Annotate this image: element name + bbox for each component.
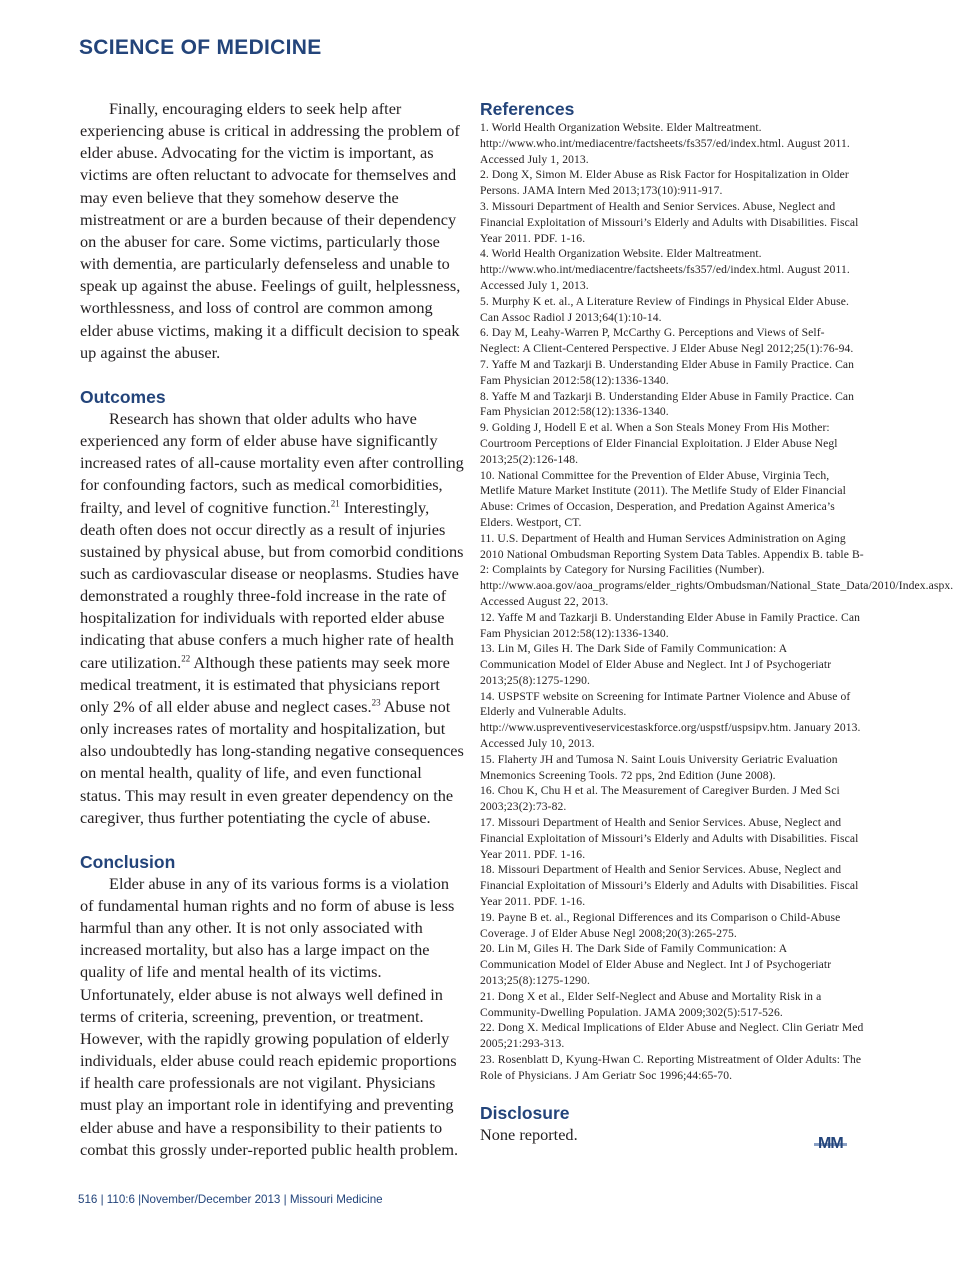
outcomes-text-4: Abuse not only increases rates of mortality and hospitalization, but also undoubtedly has long-standing negative consequences on mental health, quality of life, and even functional status. This may result in even greater dependency on the caregiver, thus further potentiating the cycle of abuse. [80,696,464,827]
reference-item: 20. Lin M, Giles H. The Dark Side of Family Communication: A Communication Model of Elder Abuse and Neglect. Int J of Psychogeriatr 2013;25(8):1275-1290. [480,942,832,988]
reference-item: 2. Dong X, Simon M. Elder Abuse as Risk Factor for Hospitalization in Older Persons. JAMA Intern Med 2013;173(10):911-917. [480,168,849,198]
reference-item: 7. Yaffe M and Tazkarji B. Understanding Elder Abuse in Family Practice. Can Fam Physician 2012:58(12):1336-1340. [480,357,855,387]
outcomes-heading: Outcomes [80,386,166,407]
reference-item: 13. Lin M, Giles H. The Dark Side of Family Communication: A Communication Model of Elder Abuse and Neglect. Int J of Psychogeriatr 2013;25(8):1275-1290. [480,642,832,687]
citation-22: 22 [181,653,191,664]
reference-item: 10. National Committee for the Prevention of Elder Abuse, Virginia Tech, Metlife Mature Market Institute (2011). The Metlife Study of Elder Financial Abuse: Crimes of Occasion, Desperation, and Predation Against America’s Elders. Westport, CT. [480,468,846,529]
reference-item: 18. Missouri Department of Health and Senior Services. Abuse, Neglect and Financial Exploitation of Missouri’s Elderly and Adults with Disabilities. Fiscal Year 2011. PDF. 1-16. [480,863,859,909]
disclosure-heading: Disclosure [480,1102,570,1123]
reference-item: 6. Day M, Leahy-Warren P, McCarthy G. Perceptions and Views of Self-Neglect: A Client-Centered Perspective. J Elder Abuse Negl 2012;25(1):76-94. [480,326,854,356]
citation-21: 21 [330,498,340,509]
references-list [480,120,954,1084]
reference-item: 8. Yaffe M and Tazkarji B. Understanding Elder Abuse in Family Practice. Can Fam Physician 2012:58(12):1336-1340. [480,389,855,419]
outcomes-paragraph [80,408,464,829]
page-footer: 516 | 110:6 |November/December 2013 | Missouri Medicine [78,1193,383,1206]
reference-item: 21. Dong X et al., Elder Self-Neglect and Abuse and Mortality Risk in a Community-Dwelling Population. JAMA 2009;302(5):517-526. [480,989,822,1019]
outcomes-text-2: Interestingly, death often does not occur directly as a result of injuries sustained by physical abuse, but from comorbid conditions such as cardiovascular disease or neoplasms. Studies have demonstrated a roughly three-fold increase in the rate of hospitalization for individuals with reported elder abuse indicating that abuse confers a much higher rate of health care utilization. [80,497,464,672]
reference-item: 3. Missouri Department of Health and Senior Services. Abuse, Neglect and Financial Exploitation of Missouri’s Elderly and Adults with Disabilities. Fiscal Year 2011. PDF. 1-16. [480,199,859,245]
reference-item: 16. Chou K, Chu H et al. The Measurement of Caregiver Burden. J Med Sci 2003;23(2):73-82. [480,784,840,814]
reference-item: 22. Dong X. Medical Implications of Elder Abuse and Neglect. Clin Geriatr Med 2005;21:293-313. [480,1021,864,1051]
citation-23: 23 [371,697,381,708]
missouri-medicine-logo: MM [818,1135,843,1152]
reference-item: 1. World Health Organization Website. Elder Maltreatment. http://www.who.int/mediacentre/factsheets/fs357/ed/index.html. August 2011. Accessed July 1, 2013. [480,121,850,166]
reference-item: 5. Murphy K et. al., A Literature Review of Findings in Physical Elder Abuse. Can Assoc Radiol J 2013;64(1):10-14. [480,294,849,324]
conclusion-heading: Conclusion [80,851,176,872]
disclosure-text: None reported. [480,1124,578,1144]
reference-item: 23. Rosenblatt D, Kyung-Hwan C. Reporting Mistreatment of Older Adults: The Role of Physicians. J Am Geriatr Soc 1996;44:65-70. [480,1053,862,1082]
reference-item: 19. Payne B et. al., Regional Differences and its Comparison o Child-Abuse Coverage. J of Elder Abuse Negl 2008;20(3):265-275. [480,910,841,940]
references-heading: References [480,99,575,119]
conclusion-paragraph: Elder abuse in any of its various forms is a violation of fundamental human rights and no form of abuse is less harmful than any other. It is not only associated with increased mortality, but also has a large impact on the quality of life and mental health of its victims. Unfortunately, elder abuse is not always well defined in terms of criteria, screening, prevention, or treatment. However, with the rapidly growing population of elderly individuals, elder abuse could reach epidemic proportions if health care professionals are not vigilant. Physicians must play an important role in identifying and preventing elder abuse and have a responsibility to their patients to combat this grossly under-reported public health problem. [80,873,459,1159]
reference-item: 4. World Health Organization Website. Elder Maltreatment. http://www.who.int/mediacentre/factsheets/fs357/ed/index.html. August 2011. Accessed July 1, 2013. [480,247,850,292]
reference-item: 12. Yaffe M and Tazkarji B. Understanding Elder Abuse in Family Practice. Can Fam Physician 2012:58(12):1336-1340. [480,610,860,640]
intro-paragraph: Finally, encouraging elders to seek help after experiencing abuse is critical in addressing the problem of elder abuse. Advocating for the victim is important, as victims are often reluctant to advocate for themselves and may even believe that they somehow deserve the mistreatment or are a burden because of their dependency on the abuser for care. Some victims, particularly those with dementia, are particularly defenseless and unable to speak up against the abuse. Feelings of guilt, helplessness, worthlessness, and loss of control are common among elder abuse victims, making it a difficult decision to speak up against the abuser. [80,99,461,362]
reference-item: 15. Flaherty JH and Tumosa N. Saint Louis University Geriatric Evaluation Mnemonics Screening Tools. 72 pps, 2nd Edition (June 2008). [480,752,838,782]
references-column [480,98,954,1146]
reference-item: 14. USPSTF website on Screening for Intimate Partner Violence and Abuse of Elderly and Vulnerable Adults. http://www.uspreventiveservicestaskforce.org/uspstf/uspsipv.htm. January 2013. Accessed July 10, 2013. [480,689,861,751]
section-header: SCIENCE OF MEDICINE [79,36,322,59]
article-body-column [80,98,464,1161]
reference-item: 9. Golding J, Hodell E et al. When a Son Steals Money From His Mother: Courtroom Perceptions of Elder Financial Exploitation. J Elder Abuse Negl 2013;25(2):126-148. [480,421,838,466]
reference-item: 17. Missouri Department of Health and Senior Services. Abuse, Neglect and Financial Exploitation of Missouri’s Elderly and Adults with Disabilities. Fiscal Year 2011. PDF. 1-16. [480,816,859,861]
outcomes-text-3: Although these patients may seek more medical treatment, it is estimated that physicians report only 2% of all elder abuse and neglect cases. [80,652,450,716]
reference-item: 11. U.S. Department of Health and Human Services Administration on Aging 2010 National Ombudsman Reporting System Data Tables. Appendix B. table B-2: Complaints by Category for Nursing Facilities (Number). http://www.aoa.gov/aoa_programs/elder_rights/Ombudsman/National_State_Data/2010/Index.aspx. Accessed August 22, 2013. [480,531,954,608]
outcomes-text-1: Research has shown that older adults who have experienced any form of elder abuse have significantly increased rates of all-cause mortality even after controlling for confounding factors, such as medical comorbidities, frailty, and level of cognitive function. [80,408,464,517]
